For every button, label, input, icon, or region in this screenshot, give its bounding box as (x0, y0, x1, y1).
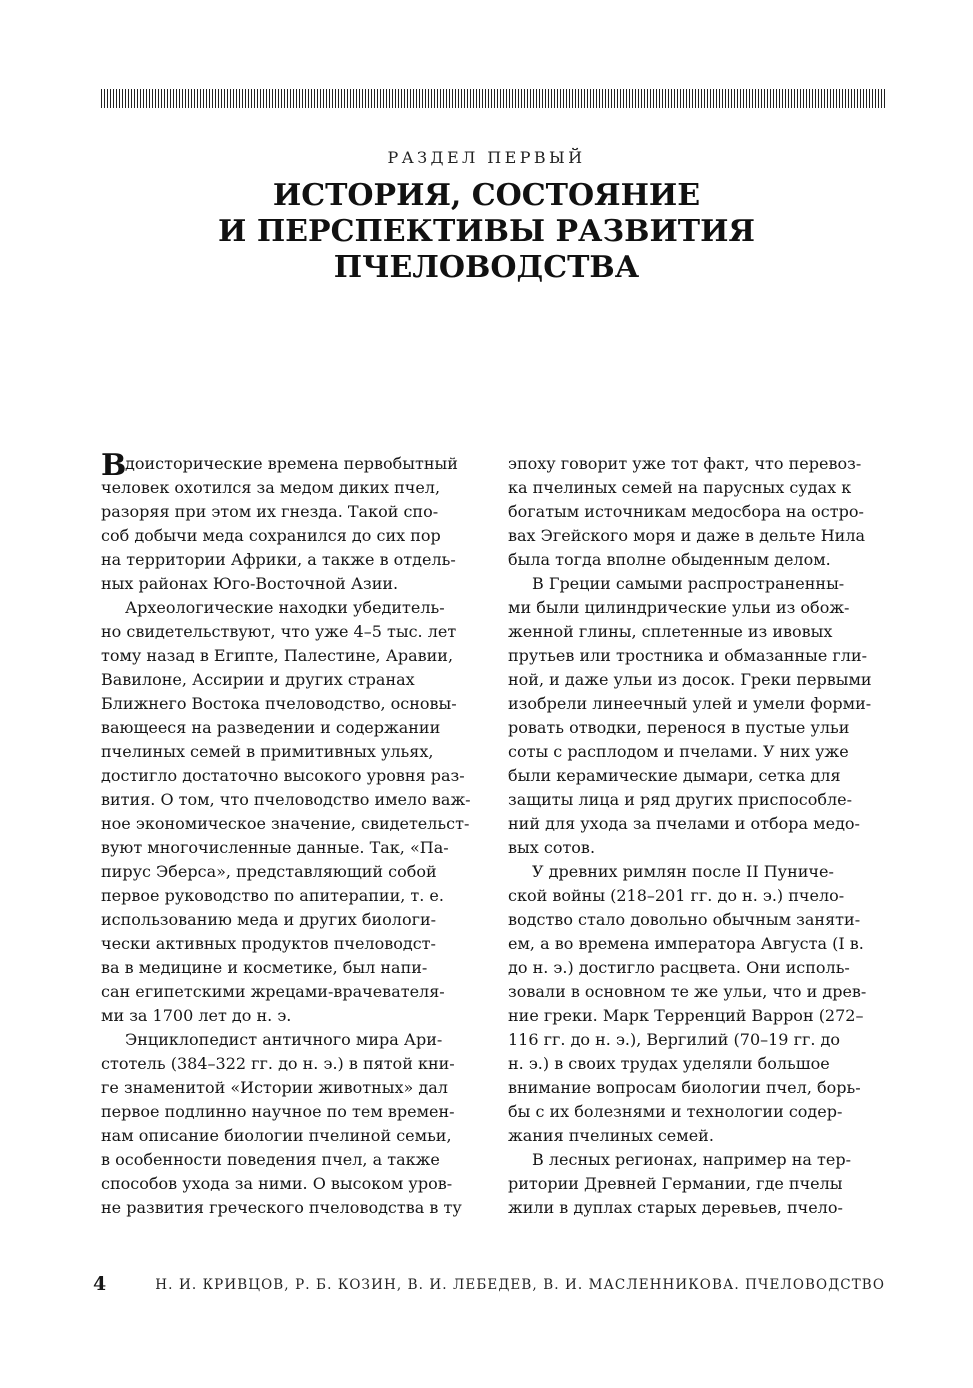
text-line: стотель (384–322 гг. до н. э.) в пятой кни- (101, 1054, 455, 1073)
text-line: бы с их болезнями и технологии содер- (508, 1102, 843, 1121)
text-line: были керамические дымари, сетка для (508, 766, 841, 785)
right-text-column (508, 452, 885, 1220)
text-line: внимание вопросам биологии пчел, борь- (508, 1078, 861, 1097)
text-line: ем, а во времена императора Августа (I в. (508, 934, 864, 953)
text-line: тому назад в Египте, Палестине, Аравии, (101, 646, 454, 665)
text-line: ми за 1700 лет до н. э. (101, 1006, 292, 1025)
section-label: РАЗДЕЛ ПЕРВЫЙ (387, 148, 586, 167)
text-line: достигло достаточно высокого уровня раз- (101, 766, 465, 785)
chapter-title-line: ПЧЕЛОВОДСТВА (333, 250, 640, 285)
decorative-top-rule (101, 89, 886, 108)
drop-cap: В (101, 448, 127, 483)
text-line: ний для ухода за пчелами и отбора медо- (508, 814, 860, 833)
text-line: прутьев или тростника и обмазанные гли- (508, 646, 868, 665)
running-footer: Н. И. КРИВЦОВ, Р. Б. КОЗИН, В. И. ЛЕБЕДЕВ, В. И. МАСЛЕННИКОВА. ПЧЕЛОВОДСТВО (155, 1277, 885, 1293)
text-line: соты с расплодом и пчелами. У них уже (508, 742, 849, 761)
text-line: ное экономическое значение, свидетельст- (101, 814, 470, 833)
text-line: зовали в основном те же ульи, что и древ- (508, 982, 867, 1001)
text-line: использованию меда и других биологи- (101, 910, 437, 929)
text-line: ге знаменитой «Истории животных» дал (101, 1078, 448, 1097)
text-line: эпоху говорит уже тот факт, что перевоз- (508, 454, 862, 473)
text-line: ных районах Юго-Восточной Азии. (101, 574, 399, 593)
text-line: вития. О том, что пчеловодство имело важ- (101, 790, 471, 809)
text-line: Энциклопедист античного мира Ари- (125, 1030, 443, 1049)
chapter-title-line: И ПЕРСПЕКТИВЫ РАЗВИТИЯ (218, 214, 755, 249)
text-line: 116 гг. до н. э.), Вергилий (70–19 гг. до (508, 1030, 840, 1049)
text-line: жили в дуплах старых деревьев, пчело- (508, 1198, 843, 1217)
text-line: человек охотился за медом диких пчел, (101, 478, 441, 497)
text-line: Вавилоне, Ассирии и других странах (101, 670, 415, 689)
text-line: до н. э.) достигло расцвета. Они исполь- (508, 958, 850, 977)
text-line: разоряя при этом их гнезда. Такой спо- (101, 502, 439, 521)
text-line: на территории Африки, а также в отдель- (101, 550, 456, 569)
text-line: ние греки. Марк Терренций Варрон (272– (508, 1006, 864, 1025)
text-line: Археологические находки убедитель- (125, 598, 445, 617)
text-line: соб добычи меда сохранился до сих пор (101, 526, 441, 545)
text-line: пирус Эберса», представляющий собой (101, 862, 437, 881)
chapter-title (0, 178, 973, 286)
text-line: ной, и даже ульи из досок. Греки первыми (508, 670, 872, 689)
text-line: вающееся на разведении и содержании (101, 718, 441, 737)
text-line: ровать отводки, перенося в пустые ульи (508, 718, 850, 737)
page-number: 4 (93, 1273, 107, 1295)
text-line: пчелиных семей в примитивных ульях, (101, 742, 434, 761)
text-line: вах Эгейского моря и даже в дельте Нила (508, 526, 866, 545)
left-text-column (101, 448, 478, 1220)
text-line: женной глины, сплетенные из ивовых (508, 622, 833, 641)
text-line: была тогда вполне обыденным делом. (508, 550, 831, 569)
text-line: изобрели линеечный улей и умели форми- (508, 694, 872, 713)
text-line: первое руководство по апитерапии, т. е. (101, 886, 444, 905)
text-line: В доисторические времена первобытный (101, 448, 458, 483)
text-line: в особенности поведения пчел, а также (101, 1150, 440, 1169)
text-line: ми были цилиндрические ульи из обож- (508, 598, 850, 617)
text-line: но свидетельствуют, что уже 4–5 тыс. лет (101, 622, 457, 641)
text-line: В Греции самыми распространенны- (532, 574, 845, 593)
text-line: сан египетскими жрецами-врачевателя- (101, 982, 445, 1001)
text-line: способов ухода за ними. О высоком уров- (101, 1174, 453, 1193)
text-line: нам описание биологии пчелиной семьи, (101, 1126, 452, 1145)
text-line: вых сотов. (508, 838, 596, 857)
text-line: У древних римлян после II Пуниче- (532, 862, 834, 881)
text-line: жания пчелиных семей. (508, 1126, 714, 1145)
text-line: не развития греческого пчеловодства в ту (101, 1198, 462, 1217)
text-line: вуют многочисленные данные. Так, «Па- (101, 838, 449, 857)
text-line: чески активных продуктов пчеловодст- (101, 934, 436, 953)
text-line: н. э.) в своих трудах уделяли большое (508, 1054, 830, 1073)
text-line: ской войны (218–201 гг. до н. э.) пчело- (508, 886, 845, 905)
text-line: В лесных регионах, например на тер- (532, 1150, 852, 1169)
chapter-title-line: ИСТОРИЯ, СОСТОЯНИЕ (272, 178, 701, 213)
text-line: ва в медицине и косметике, был напи- (101, 958, 428, 977)
text-line: Ближнего Востока пчеловодство, основы- (101, 694, 457, 713)
text-line: ка пчелиных семей на парусных судах к (508, 478, 852, 497)
text-line: богатым источникам медосбора на остро- (508, 502, 864, 521)
text-line: первое подлинно научное по тем времен- (101, 1102, 455, 1121)
text-line: защиты лица и ряд других приспособле- (508, 790, 852, 809)
text-line: ритории Древней Германии, где пчелы (508, 1174, 843, 1193)
text-line: водство стало довольно обычным заняти- (508, 910, 861, 929)
